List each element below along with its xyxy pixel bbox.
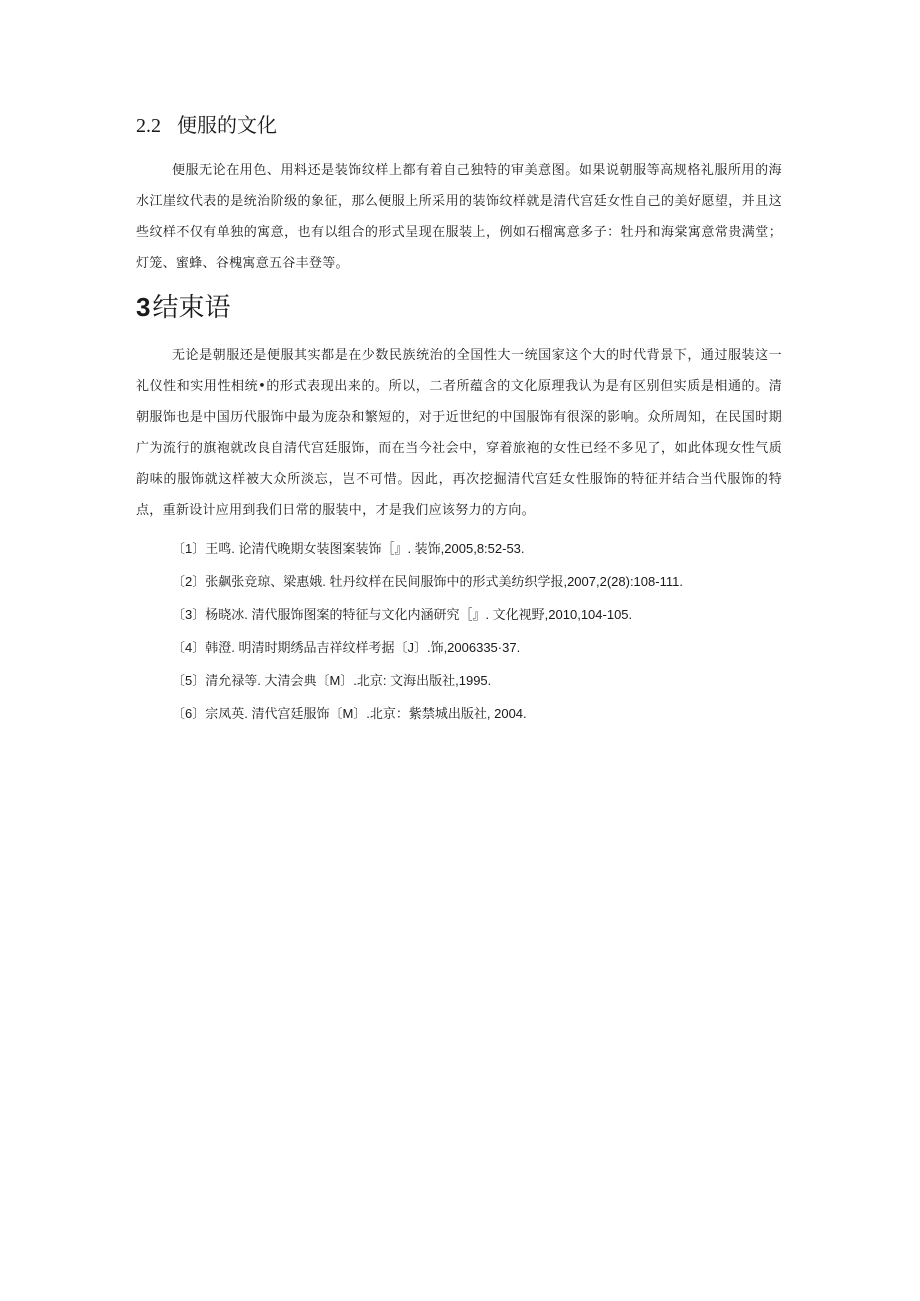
- chapter-heading-3: [136, 289, 782, 326]
- reference-item: 〔2〕张飙张竞琼、梁惠娥. 牡丹纹样在民间服饰中的形式美纺织学报,2007,2(28):108-111.: [172, 574, 683, 589]
- reference-item: 〔4〕韩澄. 明清时期绣品吉祥纹样考据〔J〕.饰,2006335·37.: [172, 640, 521, 655]
- chapter-title: 结束语: [152, 293, 231, 323]
- section-heading-2-2: [136, 110, 782, 141]
- chapter-number: 3: [136, 292, 151, 322]
- section-title: 便服的文化: [177, 113, 277, 137]
- reference-item: 〔5〕清允禄等. 大清会典〔M〕.北京: 文海出版社,1995.: [172, 673, 492, 688]
- reference-item: 〔1〕王鸣. 论清代晚期女装图案装饰［』. 装饰,2005,8:52-53.: [172, 541, 525, 556]
- conclusion-paragraph: 无论是朝服还是便服其实都是在少数民族统治的全国性大一统国家这个大的时代背景下，通过服装这一礼仪性和实用性相统•的形式表现出来的。所以，二者所蕴含的文化原理我认为是有区别但实质是相通的。清朝服饰也是中国历代服饰中最为庞杂和繁短的，对于近世纪的中国服饰有很深的影响。众所周知，在民国时期广为流行的旗袍就改良自清代宫廷服饰，而在当今社会中，穿着旅袍的女性已经不多见了，如此体现女性气质韵味的服饰就这样被大众所淡忘，岂不可惜。因此，再次挖掘清代宫廷女性服饰的特征并结合当代服饰的特点，重新设计应用到我们日常的服装中，才是我们应该努力的方向。: [136, 348, 782, 518]
- page-content: [136, 110, 782, 730]
- reference-list: [136, 532, 782, 730]
- section-2-2-paragraph: 便服无论在用色、用料还是装饰纹样上都有着自己独特的审美意图。如果说朝服等高规格礼服所用的海水江崖纹代表的是统治阶级的象征，那么便服上所采用的装饰纹样就是清代宫廷女性自己的美好愿望，并且这些纹样不仅有单独的寓意，也有以组合的形式呈现在服装上，例如石榴寓意多子：牡丹和海棠寓意常贵满堂；灯笼、蜜蜂、谷槐寓意五谷丰登等。: [136, 163, 782, 271]
- reference-item: 〔6〕宗凤英. 清代宫廷服饰〔M〕.北京：紫禁城出版社, 2004.: [172, 706, 527, 721]
- reference-item: 〔3〕杨晓冰. 清代服饰图案的特征与文化内涵研究［』. 文化视野,2010,104-105.: [172, 607, 633, 622]
- section-number: 2.2: [136, 115, 161, 137]
